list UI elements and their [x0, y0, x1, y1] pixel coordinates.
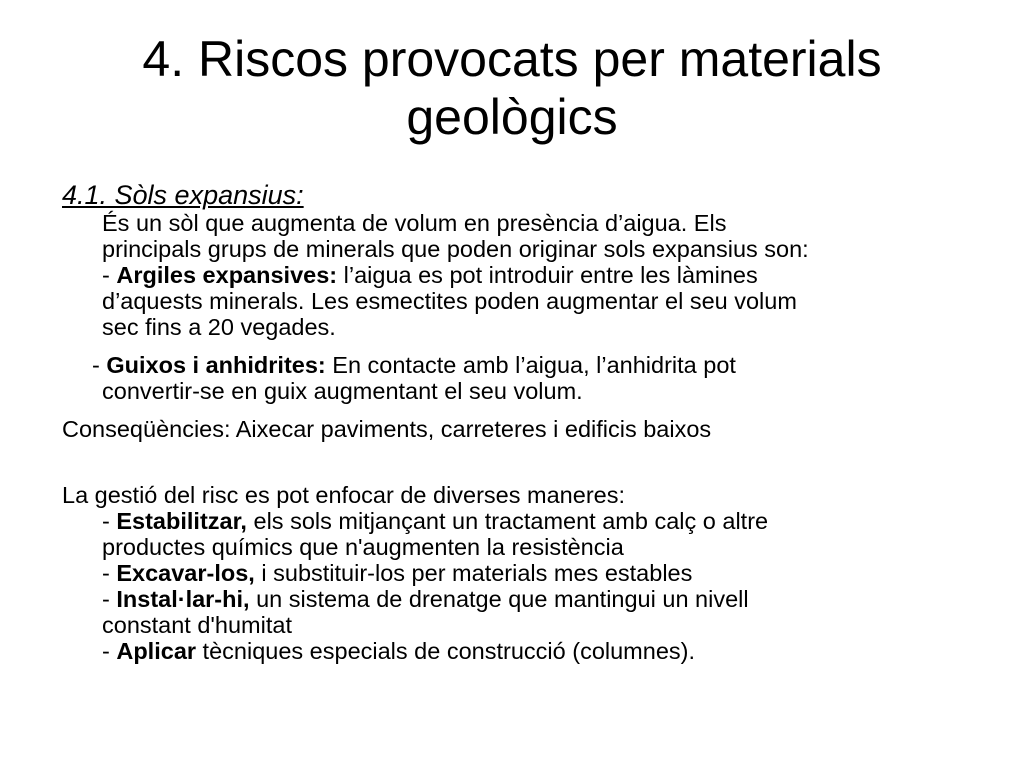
argiles-line: sec fins a 20 vegades.	[102, 314, 336, 340]
slide-title	[0, 30, 1024, 146]
gestio-list	[62, 508, 982, 664]
intro-line: principals grups de minerals que poden originar sols expansius son:	[102, 236, 809, 262]
consequencies: Conseqüències: Aixecar paviments, carreteres i edificis baixos	[62, 416, 712, 442]
section-subtitle: 4.1. Sòls expansius:	[62, 180, 304, 210]
argiles-text: l’aigua es pot introduir entre les làmines	[337, 262, 758, 288]
intro-line: És un sòl que augmenta de volum en presència d’aigua. Els	[102, 210, 727, 236]
intro-paragraph	[62, 210, 982, 340]
guixos-term: Guixos i anhidrites:	[106, 352, 326, 378]
argiles-item	[102, 262, 982, 288]
title-line-1: 4. Riscos provocats per materials	[142, 31, 882, 87]
argiles-term: Argiles expansives:	[116, 262, 338, 288]
bullet-dash: -	[92, 352, 107, 378]
argiles-line: d’aquests minerals. Les esmectites poden augmentar el seu volum	[102, 288, 797, 314]
gestio-intro: La gestió del risc es pot enfocar de diverses maneres:	[62, 482, 625, 508]
title-line-2: geològics	[406, 89, 618, 145]
slide-body	[62, 180, 982, 664]
gestio-item-continued: productes químics que n'augmenten la resistència	[102, 534, 624, 560]
gestio-item: - Excavar-los, i substituir-los per materials mes estables	[102, 560, 693, 586]
guixos-line: convertir-se en guix augmentant el seu volum.	[102, 378, 583, 404]
guixos-item	[62, 352, 982, 404]
gestio-item: - Estabilitzar, els sols mitjançant un tractament amb calç o altre	[102, 508, 769, 534]
gestio-item-continued: constant d'humitat	[102, 612, 292, 638]
guixos-text: En contacte amb l’aigua, l’anhidrita pot	[325, 352, 736, 378]
gestio-item: - Instal·lar-hi, un sistema de drenatge que mantingui un nivell	[102, 586, 749, 612]
gestio-item: - Aplicar tècniques especials de construcció (columnes).	[102, 638, 695, 664]
bullet-dash: -	[102, 262, 117, 288]
